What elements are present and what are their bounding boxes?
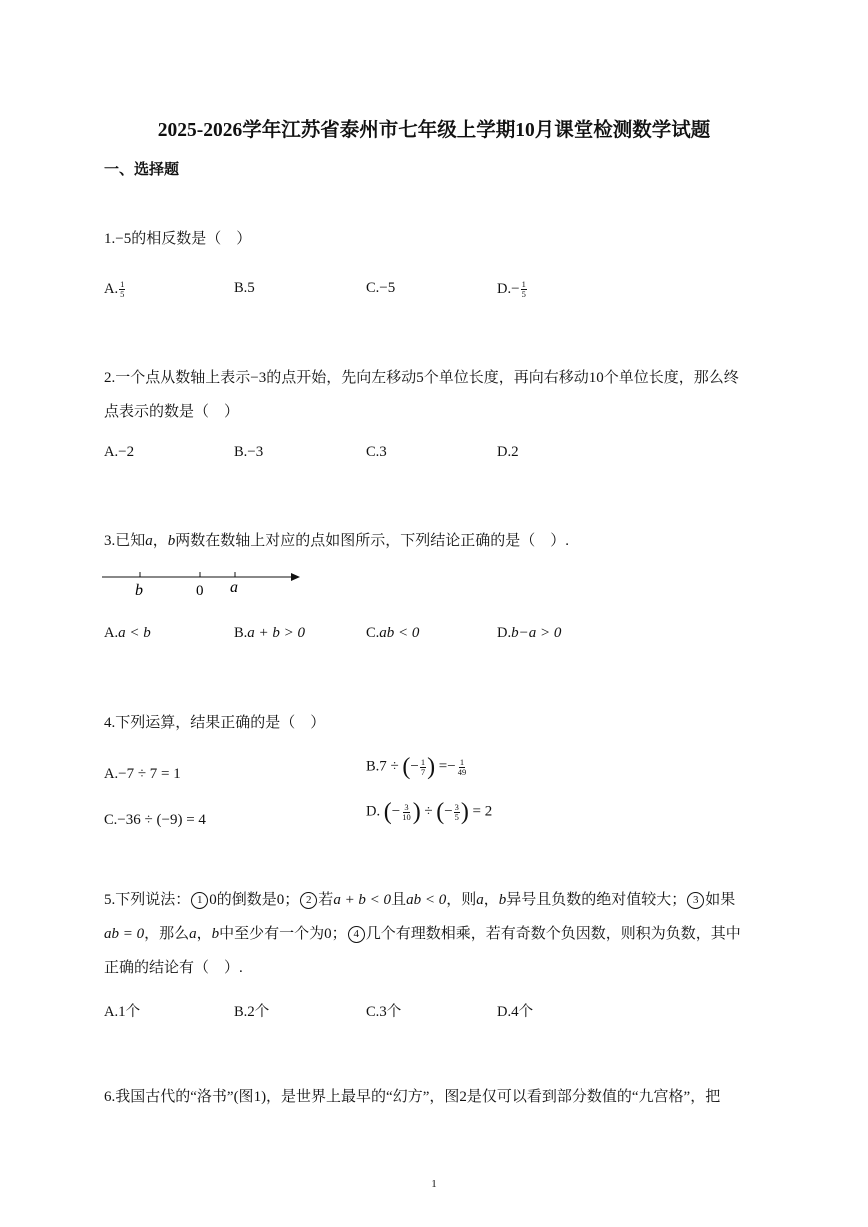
q5-option-a: A.1个 <box>104 1004 141 1020</box>
q1-number: 1. <box>104 231 116 247</box>
question-5-stem-line3: 正确的结论有（ ）. <box>104 960 243 976</box>
q3-option-b: B.a + b > 0 <box>234 625 306 641</box>
question-6-stem: 6.我国古代的“洛书”(图1)，是世界上最早的“幻方”，图2是仅可以看到部分数值的“九宫格”，把 <box>104 1089 721 1105</box>
q1-text: 的相反数是（ ） <box>131 231 252 247</box>
q3-option-d: D.b−a > 0 <box>497 625 562 641</box>
q2-option-c: C.3 <box>366 444 387 460</box>
q3-option-c: C.ab < 0 <box>366 625 420 641</box>
question-1-stem <box>104 227 251 248</box>
q1-option-d: D.− $\frac{1}{5}$ <box>497 279 526 299</box>
q5-option-c: C.3个 <box>366 1004 402 1020</box>
q1-math: −5 <box>115 231 132 247</box>
q1-option-a <box>104 280 126 299</box>
q5-option-b: B.2个 <box>234 1004 270 1020</box>
q4-option-d: D. (− $\frac{3}{10}$ ) ÷ (− $\frac{3}{5}$ ) = 2 <box>366 799 493 825</box>
q2-option-d: D.2 <box>497 444 519 460</box>
label-b: b <box>135 582 143 599</box>
fraction: $\frac{1}{49}$ <box>457 756 467 777</box>
fraction: $\frac{1}{5}$ <box>521 279 526 299</box>
page-title: 2025-2026学年江苏省泰州市七年级上学期10月课堂检测数学试题 <box>157 120 711 141</box>
question-5-stem-line1: 5.下列说法： 1 0的倒数是0； 2 若a + b < 0且ab < 0，则a，b异号且负数的绝对值较大； 3 如果 <box>104 892 736 908</box>
circled-number-icon: 2 <box>300 892 317 909</box>
q4-option-a: A.−7 ÷ 7 = 1 <box>104 766 181 782</box>
number-line-figure <box>102 568 306 602</box>
circled-number-icon: 3 <box>687 892 704 909</box>
section-heading: 一、选择题 <box>104 162 180 178</box>
page-number: 1 <box>431 1178 437 1190</box>
q4-option-c: C.−36 ÷ (−9) = 4 <box>104 812 206 828</box>
fraction: $\frac{1}{5}$ <box>120 279 125 299</box>
question-5-stem-line2: ab = 0，那么a，b中至少有一个为0； 4 几个有理数相乘，若有奇数个负因数，则积为负数，其中 <box>104 926 741 942</box>
label-a: a <box>230 579 238 596</box>
q1-option-b: B.5 <box>234 280 255 296</box>
fraction: $\frac{1}{7}$ <box>420 756 426 777</box>
fraction: $\frac{3}{5}$ <box>454 801 459 822</box>
q4-option-b: B.7 ÷ (− $\frac{1}{7}$ ) =− $\frac{1}{49}$ <box>366 754 467 780</box>
fraction: $\frac{3}{10}$ <box>402 801 411 822</box>
question-4-stem: 4.下列运算，结果正确的是（ ） <box>104 715 326 731</box>
question-3-stem: 3.已知a，b两数在数轴上对应的点如图所示，下列结论正确的是（ ）. <box>104 533 570 549</box>
q3-option-a: A.a < b <box>104 625 151 641</box>
q2-option-a: A.−2 <box>104 444 135 460</box>
axis-arrow-icon <box>291 573 300 581</box>
q1-option-c: C.−5 <box>366 280 396 296</box>
question-2-stem-line2: 点表示的数是（ ） <box>104 404 240 420</box>
q5-option-d: D.4个 <box>497 1004 534 1020</box>
q2-option-b: B.−3 <box>234 444 264 460</box>
label-zero: 0 <box>196 583 204 599</box>
circled-number-icon: 4 <box>348 926 365 943</box>
option-label: A. <box>104 280 119 297</box>
question-2-stem-line1: 2.一个点从数轴上表示−3的点开始，先向左移动5个单位长度，再向右移动10个单位长度，那么终 <box>104 370 739 386</box>
circled-number-icon: 1 <box>191 892 208 909</box>
